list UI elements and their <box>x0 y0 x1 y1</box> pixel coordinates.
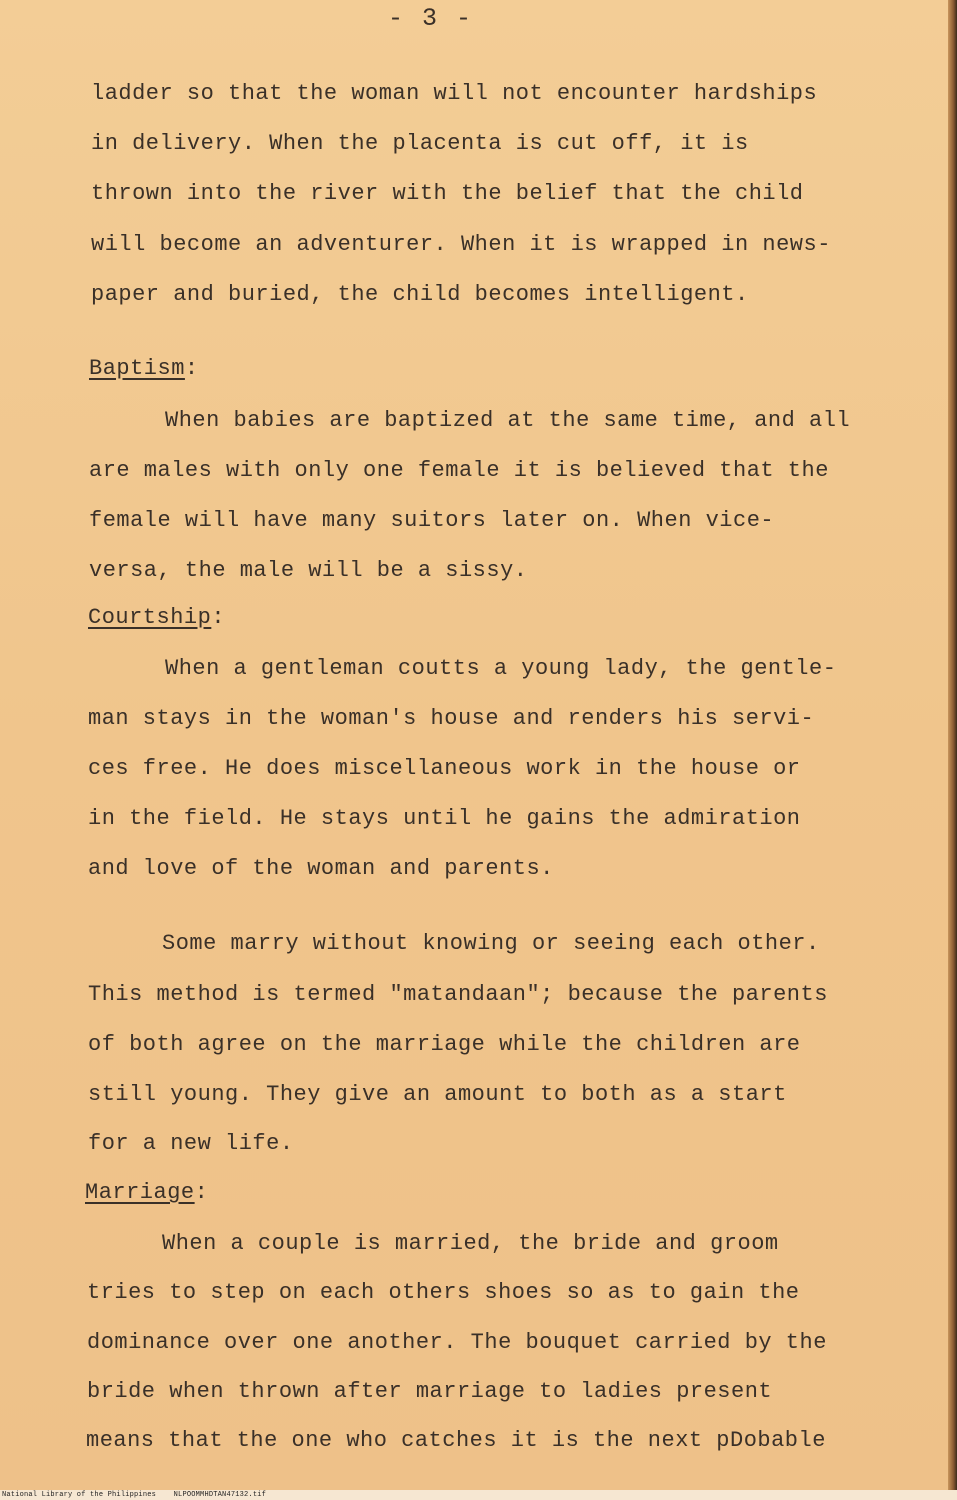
heading-colon: : <box>194 1180 209 1205</box>
text-line: means that the one who catches it is the next pDobable <box>86 1428 826 1453</box>
text-line: are males with only one female it is believed that the <box>89 458 829 483</box>
text-line: bride when thrown after marriage to ladies present <box>87 1379 773 1404</box>
footer-library: National Library of the Philippines <box>2 1491 157 1499</box>
footer-file: NLPOOMMHDTAN47132.tif <box>173 1491 267 1499</box>
text-line: in delivery. When the placenta is cut off, it is <box>91 131 749 156</box>
heading-colon: : <box>184 356 199 381</box>
text-line: tries to step on each others shoes so as to gain the <box>87 1280 800 1305</box>
heading-text: Baptism <box>89 356 185 381</box>
text-line: ladder so that the woman will not encounter hardships <box>91 81 818 106</box>
text-line: Some marry without knowing or seeing each other. <box>162 931 820 956</box>
text-line: ces free. He does miscellaneous work in the house or <box>88 756 801 781</box>
text-line: and love of the woman and parents. <box>88 856 554 881</box>
text-line: of both agree on the marriage while the children are <box>88 1032 801 1057</box>
text-line: thrown into the river with the belief that the child <box>91 181 804 206</box>
text-line: will become an adventurer. When it is wrapped in news- <box>91 232 831 257</box>
paper-edge <box>948 0 957 1490</box>
scan-footer <box>0 1490 957 1500</box>
text-line: for a new life. <box>88 1131 294 1156</box>
section-heading-baptism <box>89 356 199 381</box>
text-line: This method is termed "matandaan"; because the parents <box>88 982 828 1007</box>
section-heading-marriage <box>85 1180 208 1205</box>
text-line: still young. They give an amount to both as a start <box>88 1082 787 1107</box>
text-line: versa, the male will be a sissy. <box>89 558 528 583</box>
text-line: dominance over one another. The bouquet carried by the <box>87 1330 827 1355</box>
text-line: female will have many suitors later on. When vice- <box>89 508 775 533</box>
heading-text: Marriage <box>85 1180 195 1205</box>
text-line: man stays in the woman's house and renders his servi- <box>88 706 815 731</box>
text-line: paper and buried, the child becomes intelligent. <box>91 282 749 307</box>
section-heading-courtship <box>88 605 225 630</box>
page-number: - 3 - <box>388 4 474 33</box>
text-line: When a couple is married, the bride and groom <box>162 1231 779 1256</box>
text-line: in the field. He stays until he gains the admiration <box>88 806 801 831</box>
footer-caption <box>2 1491 266 1499</box>
text-line: When a gentleman coutts a young lady, the gentle- <box>165 656 837 681</box>
heading-text: Courtship <box>88 605 212 630</box>
heading-colon: : <box>211 605 226 630</box>
text-line: When babies are baptized at the same time, and all <box>165 408 851 433</box>
